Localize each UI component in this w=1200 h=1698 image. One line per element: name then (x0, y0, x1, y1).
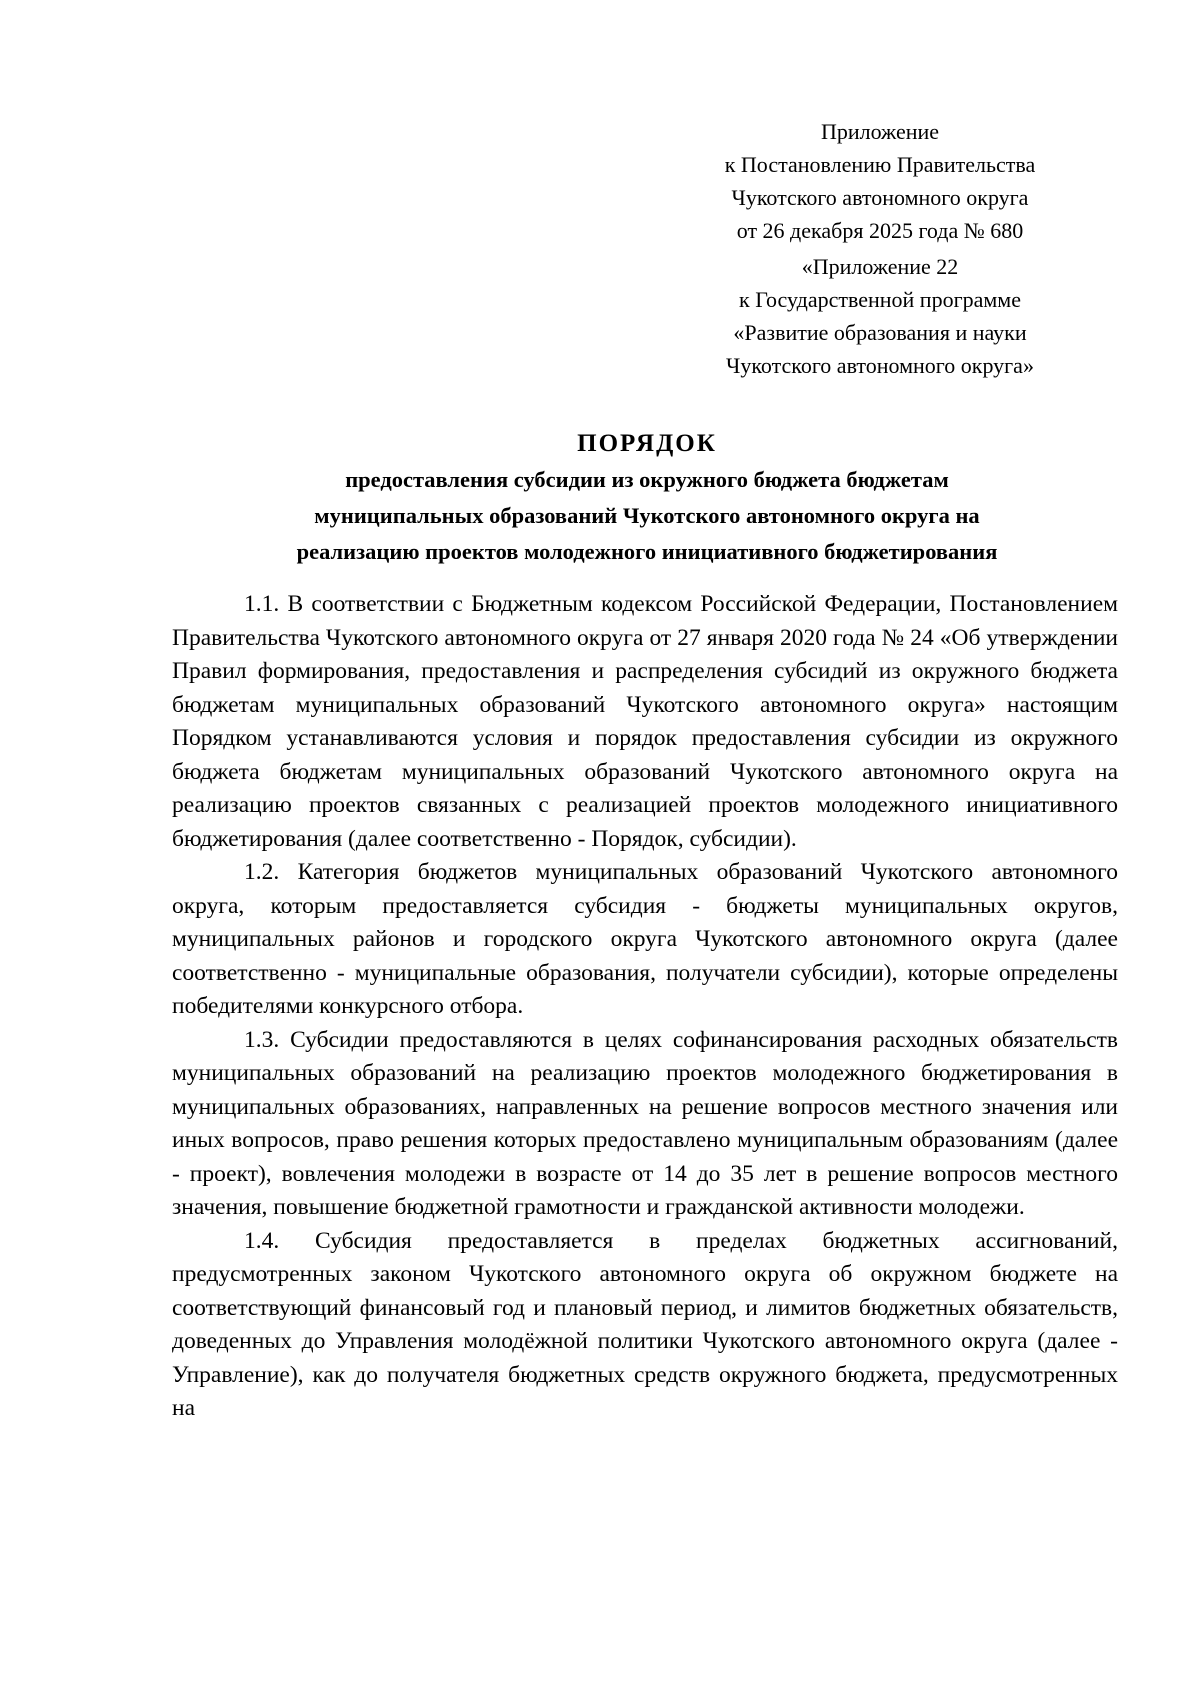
paragraph-1-4: 1.4. Субсидия предоставляется в пределах бюджетных ассигнований, предусмотренных законом Чукотского автономного округа об окружном бюджете на соответствующий финансовый год и плановый период, и лимитов бюджетных обязательств, доведенных до Управления молодёжной политики Чукотского автономного округа (далее - Управление), как до получателя бюджетных средств окружного бюджета, предусмотренных на (172, 1227, 1118, 1421)
program-header-line: Чукотского автономного округа» (726, 353, 1034, 378)
title-sub-line: предоставления субсидии из окружного бюджета бюджетам (345, 467, 949, 492)
title-sub-line: реализацию проектов молодежного инициативного бюджетирования (296, 539, 998, 564)
appendix-header (650, 115, 1110, 247)
appendix-header-line: Приложение (820, 119, 940, 144)
program-header-line: «Приложение 22 (801, 254, 959, 279)
title-sub-line: муниципальных образований Чукотского автономного округа на (314, 503, 980, 528)
program-header (650, 250, 1110, 382)
appendix-header-line: от 26 декабря 2025 года № 680 (736, 218, 1024, 243)
paragraph-1-2: 1.2. Категория бюджетов муниципальных образований Чукотского автономного округа, которым предоставляется субсидия - бюджеты муниципальных округов, муниципальных районов и городского округа Чукотского автономного округа (далее соответственно - муниципальные образования, получатели субсидии), которые определены победителями конкурсного отбора. (172, 859, 1118, 1019)
paragraph-1-1: 1.1. В соответствии с Бюджетным кодексом Российской Федерации, Постановлением Правительства Чукотского автономного округа от 27 января 2020 года № 24 «Об утверждении Правил формирования, предоставления и распределения субсидий из окружного бюджета бюджетам муниципальных образований Чукотского автономного округа» настоящим Порядком устанавливаются условия и порядок предоставления субсидии из окружного бюджета бюджетам муниципальных образований Чукотского автономного округа на реализацию проектов связанных с реализацией проектов молодежного инициативного бюджетирования (далее соответственно - Порядок, субсидии). (172, 591, 1118, 852)
appendix-header-line: к Постановлению Правительства (724, 152, 1036, 177)
program-header-line: «Развитие образования и науки (733, 320, 1027, 345)
program-header-line: к Государственной программе (739, 287, 1021, 312)
appendix-header-line: Чукотского автономного округа (731, 185, 1029, 210)
title-main: ПОРЯДОК (577, 430, 717, 457)
document-body (172, 588, 1118, 1426)
document-title (172, 426, 1122, 570)
paragraph-1-3: 1.3. Субсидии предоставляются в целях софинансирования расходных обязательств муниципальных образований на реализацию проектов молодежного бюджетирования в муниципальных образованиях, направленных на решение вопросов местного значения или иных вопросов, право решения которых предоставлено муниципальным образованиям (далее - проект), вовлечения молодежи в возрасте от 14 до 35 лет в решение вопросов местного значения, повышение бюджетной грамотности и гражданской активности молодежи. (172, 1026, 1118, 1220)
